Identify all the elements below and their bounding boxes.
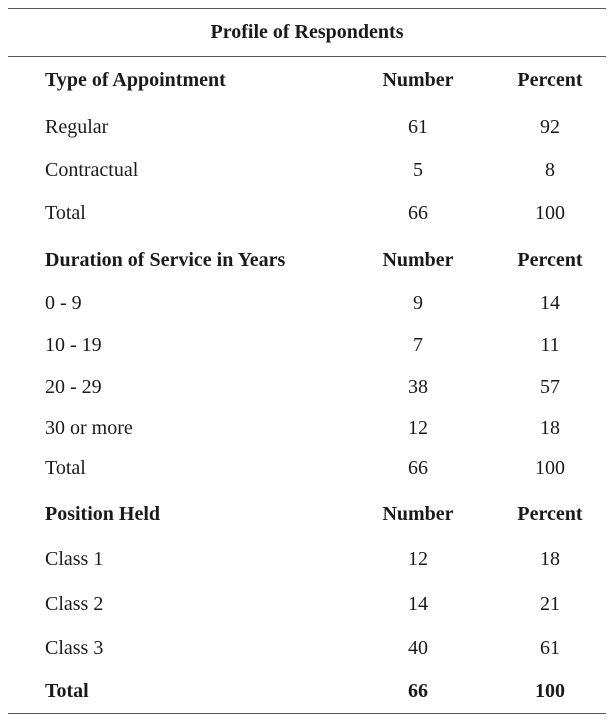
- row-number: 66: [408, 680, 428, 702]
- row-number: 14: [408, 593, 428, 615]
- table-row: [8, 288, 606, 318]
- table-row-total: [8, 453, 606, 483]
- row-label: 30 or more: [45, 417, 133, 439]
- respondents-table: [8, 8, 606, 714]
- table-title: Profile of Respondents: [210, 21, 404, 43]
- section-header-duration-of-service: [8, 245, 606, 275]
- row-percent: 21: [540, 593, 560, 615]
- row-label: 10 - 19: [45, 334, 102, 356]
- row-percent: 18: [540, 548, 560, 570]
- section-label: Duration of Service in Years: [45, 249, 286, 271]
- table-header-rule: [8, 56, 606, 57]
- section-label: Position Held: [45, 503, 161, 525]
- row-number: 40: [408, 637, 428, 659]
- column-header-number: Number: [382, 249, 454, 271]
- table-row: [8, 413, 606, 443]
- row-percent: 11: [540, 334, 560, 356]
- row-percent: 100: [535, 202, 565, 224]
- row-label: 0 - 9: [45, 292, 82, 314]
- row-number: 7: [413, 334, 423, 356]
- row-label: Total: [45, 202, 86, 224]
- row-number: 12: [408, 417, 428, 439]
- row-label: 20 - 29: [45, 376, 102, 398]
- row-label: Class 3: [45, 637, 104, 659]
- section-label: Type of Appointment: [45, 69, 226, 91]
- table-row: [8, 544, 606, 574]
- table-bottom-rule: [8, 713, 606, 714]
- column-header-number: Number: [382, 503, 454, 525]
- row-percent: 8: [545, 159, 555, 181]
- row-label: Regular: [45, 116, 109, 138]
- column-header-percent: Percent: [517, 503, 583, 525]
- table-row-grand-total: [8, 676, 606, 706]
- section-header-type-of-appointment: [8, 65, 606, 95]
- row-label: Total: [45, 680, 89, 702]
- row-number: 38: [408, 376, 428, 398]
- row-percent: 18: [540, 417, 560, 439]
- row-number: 66: [408, 202, 428, 224]
- row-number: 66: [408, 457, 428, 479]
- row-number: 5: [413, 159, 423, 181]
- row-percent: 100: [535, 457, 565, 479]
- row-label: Contractual: [45, 159, 139, 181]
- row-label: Class 1: [45, 548, 104, 570]
- row-number: 12: [408, 548, 428, 570]
- table-row: [8, 633, 606, 663]
- row-number: 9: [413, 292, 423, 314]
- row-percent: 92: [540, 116, 560, 138]
- section-header-position-held: [8, 499, 606, 529]
- table-row: [8, 155, 606, 185]
- column-header-percent: Percent: [517, 249, 583, 271]
- table-row: [8, 589, 606, 619]
- row-label: Class 2: [45, 593, 104, 615]
- table-row-total: [8, 198, 606, 228]
- column-header-percent: Percent: [517, 69, 583, 91]
- row-number: 61: [408, 116, 428, 138]
- table-row: [8, 112, 606, 142]
- table-row: [8, 330, 606, 360]
- row-percent: 14: [540, 292, 560, 314]
- table-row: [8, 372, 606, 402]
- row-percent: 57: [540, 376, 560, 398]
- row-percent: 61: [540, 637, 560, 659]
- column-header-number: Number: [382, 69, 454, 91]
- row-label: Total: [45, 457, 86, 479]
- row-percent: 100: [535, 680, 565, 702]
